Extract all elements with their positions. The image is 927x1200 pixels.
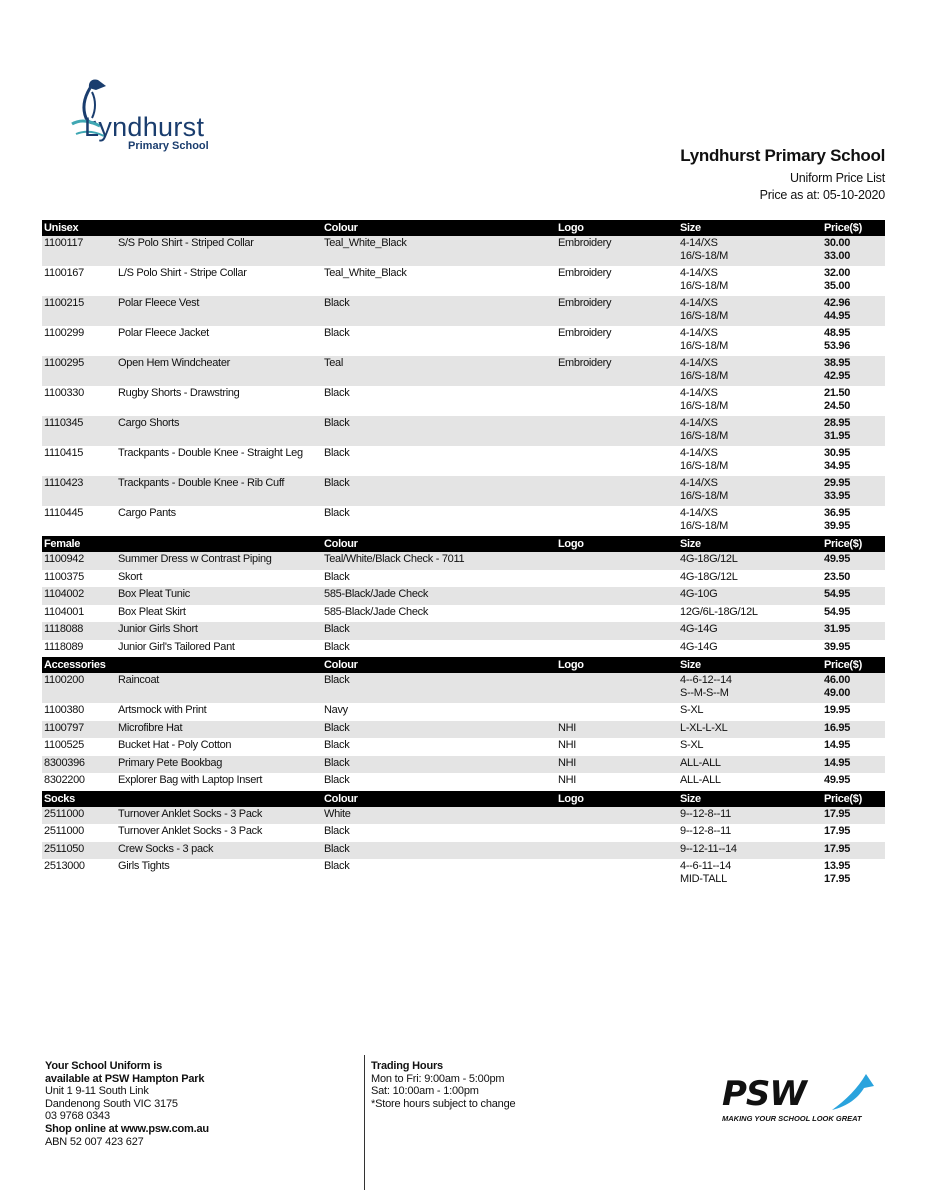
item-price-line: 42.95 <box>824 369 851 382</box>
item-size <box>680 327 728 352</box>
item-size <box>680 674 732 699</box>
column-header-colour: Colour <box>324 222 358 234</box>
item-description: Bucket Hat - Poly Cotton <box>118 739 232 751</box>
item-size <box>680 641 717 654</box>
item-size <box>680 704 703 717</box>
column-header-logo: Logo <box>558 792 584 805</box>
item-colour: Black <box>324 825 350 837</box>
item-price <box>824 757 850 770</box>
item-price-line: 19.95 <box>824 704 851 716</box>
item-size-line: 4-14/XS <box>680 267 718 279</box>
item-code: 2511000 <box>44 825 84 837</box>
column-header-colour: Colour <box>324 538 358 550</box>
item-colour: Black <box>324 387 350 399</box>
item-code: 1110445 <box>44 507 84 519</box>
table-row <box>42 476 885 506</box>
logo-name: Lyndhurst <box>84 112 205 142</box>
item-size-line: 16/S-18/M <box>680 369 729 382</box>
column-header-size: Size <box>680 222 701 234</box>
item-description: Microfibre Hat <box>118 721 183 734</box>
item-price-line: 14.95 <box>824 739 851 751</box>
table-row <box>42 266 885 296</box>
item-price <box>824 477 850 502</box>
column-header-section: Socks <box>44 792 75 805</box>
store-address: Dandenong South VIC 3175 <box>45 1097 178 1110</box>
item-size-line: 4--6-12--14 <box>680 674 732 686</box>
item-size <box>680 267 728 292</box>
item-price-line: 24.50 <box>824 399 851 412</box>
item-price-line: 17.95 <box>824 825 851 837</box>
item-size <box>680 843 737 856</box>
item-description: Open Hem Windcheater <box>118 357 230 369</box>
item-code: 1100380 <box>44 704 84 716</box>
item-price-line: 31.95 <box>824 623 851 635</box>
store-info <box>45 1060 209 1148</box>
item-code: 2513000 <box>44 860 85 872</box>
item-price <box>824 623 850 636</box>
trading-hours-line: Mon to Fri: 9:00am - 5:00pm <box>371 1072 505 1085</box>
item-price <box>824 447 850 472</box>
table-row <box>42 446 885 476</box>
item-description: Cargo Pants <box>118 507 176 519</box>
table-row <box>42 605 885 623</box>
item-price <box>824 606 850 619</box>
column-header-section: Female <box>44 538 81 550</box>
column-header-size: Size <box>680 659 701 671</box>
item-size-line: 4-14/XS <box>680 387 718 399</box>
item-code: 2511000 <box>44 807 84 820</box>
item-size <box>680 357 728 382</box>
table-row <box>42 386 885 416</box>
table-row <box>42 773 885 791</box>
item-code: 1118089 <box>44 640 84 653</box>
item-price <box>824 641 850 654</box>
item-size-line: 4-14/XS <box>680 297 718 309</box>
item-size <box>680 553 738 566</box>
table-row <box>42 356 885 386</box>
item-size-line: 16/S-18/M <box>680 459 729 472</box>
item-price <box>824 357 850 382</box>
item-colour: Teal/White/Black Check - 7011 <box>324 553 465 565</box>
column-header-price: Price($) <box>824 792 862 805</box>
item-colour: Black <box>324 417 350 429</box>
item-price-line: 23.50 <box>824 570 851 583</box>
item-price <box>824 297 850 322</box>
item-description: Polar Fleece Jacket <box>118 327 209 339</box>
item-description: Turnover Anklet Socks - 3 Pack <box>118 807 263 820</box>
column-header-colour: Colour <box>324 792 358 805</box>
table-row <box>42 756 885 774</box>
item-price-line: 44.95 <box>824 309 851 322</box>
item-price <box>824 704 850 717</box>
item-price <box>824 387 850 412</box>
item-code: 1100167 <box>44 267 84 279</box>
item-size-line: 16/S-18/M <box>680 339 729 352</box>
item-size-line: 4--6-11--14 <box>680 860 731 872</box>
item-description: Skort <box>118 570 143 583</box>
item-price <box>824 327 850 352</box>
item-price-line: 49.95 <box>824 553 851 565</box>
item-price-line: 49.95 <box>824 774 851 786</box>
item-size <box>680 860 731 885</box>
item-size-line: MID-TALL <box>680 872 727 885</box>
table-row <box>42 587 885 605</box>
item-price-line: 21.50 <box>824 387 851 399</box>
item-size-line: 4G-10G <box>680 588 718 600</box>
item-size <box>680 237 728 262</box>
column-header-price: Price($) <box>824 538 862 550</box>
swoosh-icon <box>828 1066 878 1116</box>
item-price-line: 17.95 <box>824 872 851 885</box>
item-size-line: 4G-14G <box>680 623 718 635</box>
item-colour: Black <box>324 297 350 309</box>
item-size-line: 16/S-18/M <box>680 489 729 502</box>
item-description: Summer Dress w Contrast Piping <box>118 553 272 565</box>
item-logo: NHI <box>558 774 577 786</box>
item-size-line: 9--12-8--11 <box>680 825 731 837</box>
school-title: Lyndhurst Primary School <box>680 146 885 165</box>
item-code: 8302200 <box>44 774 85 786</box>
item-code: 1110415 <box>44 447 84 459</box>
item-size <box>680 757 721 770</box>
item-description: Box Pleat Skirt <box>118 605 186 618</box>
item-size <box>680 588 717 601</box>
item-colour: Black <box>324 477 350 489</box>
table-row <box>42 416 885 446</box>
item-logo: NHI <box>558 739 577 751</box>
column-header-section: Accessories <box>44 659 106 671</box>
item-description: Raincoat <box>118 674 160 686</box>
item-price-line: 54.95 <box>824 588 851 600</box>
item-price <box>824 588 850 601</box>
item-size <box>680 417 728 442</box>
item-colour: Black <box>324 623 350 635</box>
psw-tagline: MAKING YOUR SCHOOL LOOK GREAT <box>722 1114 862 1123</box>
item-colour: Black <box>324 842 350 855</box>
item-size <box>680 447 728 472</box>
item-size-line: S--M-S--M <box>680 686 729 699</box>
item-size-line: S-XL <box>680 739 704 751</box>
item-description: Crew Socks - 3 pack <box>118 842 214 855</box>
table-row <box>42 703 885 721</box>
item-size-line: S-XL <box>680 704 704 716</box>
item-size-line: 16/S-18/M <box>680 519 729 532</box>
item-description: L/S Polo Shirt - Stripe Collar <box>118 267 247 279</box>
table-row <box>42 296 885 326</box>
item-code: 1104002 <box>44 588 84 600</box>
item-price <box>824 237 850 262</box>
item-code: 1100299 <box>44 327 84 339</box>
table-row <box>42 326 885 356</box>
item-code: 1100797 <box>44 721 84 734</box>
column-header-price: Price($) <box>824 222 862 234</box>
item-description: Junior Girls Short <box>118 623 198 635</box>
item-size-line: L-XL-L-XL <box>680 721 728 734</box>
item-code: 1100942 <box>44 553 84 565</box>
item-code: 8300396 <box>44 756 85 769</box>
item-size-line: 4G-18G/12L <box>680 570 738 583</box>
item-colour: Black <box>324 327 350 339</box>
item-size <box>680 808 731 821</box>
item-size-line: 16/S-18/M <box>680 279 729 292</box>
item-logo: NHI <box>558 756 577 769</box>
item-description: Box Pleat Tunic <box>118 588 190 600</box>
item-price <box>824 843 850 856</box>
document-header <box>680 146 885 202</box>
item-price-line: 38.95 <box>824 357 851 369</box>
item-colour: Black <box>324 640 350 653</box>
item-description: Rugby Shorts - Drawstring <box>118 387 240 399</box>
column-header-section: Unisex <box>44 222 79 234</box>
item-size-line: 4G-18G/12L <box>680 553 738 565</box>
item-price-line: 17.95 <box>824 842 851 855</box>
item-size-line: 4-14/XS <box>680 237 718 249</box>
table-row <box>42 807 885 825</box>
column-header-logo: Logo <box>558 659 584 671</box>
item-description: Cargo Shorts <box>118 417 180 429</box>
item-price-line: 54.95 <box>824 605 851 618</box>
item-price-line: 35.00 <box>824 279 851 292</box>
item-description: Explorer Bag with Laptop Insert <box>118 774 263 786</box>
footer-divider <box>364 1055 365 1190</box>
item-colour: 585-Black/Jade Check <box>324 588 429 600</box>
item-price-line: 13.95 <box>824 860 851 872</box>
item-code: 2511050 <box>44 842 84 855</box>
item-price-line: 42.96 <box>824 297 851 309</box>
item-price <box>824 674 850 699</box>
section-header <box>42 536 885 552</box>
item-size-line: 4-14/XS <box>680 447 718 459</box>
item-colour: Black <box>324 756 350 769</box>
item-price <box>824 722 850 735</box>
item-code: 1100215 <box>44 297 84 309</box>
item-price <box>824 774 850 787</box>
store-info-line: available at PSW Hampton Park <box>45 1072 205 1085</box>
column-header-colour: Colour <box>324 659 358 671</box>
item-colour: Teal_White_Black <box>324 267 407 279</box>
item-price-line: 33.95 <box>824 489 851 502</box>
item-colour: Teal_White_Black <box>324 237 407 249</box>
item-code: 1110345 <box>44 417 84 429</box>
item-logo: Embroidery <box>558 267 612 279</box>
item-price <box>824 417 850 442</box>
item-code: 1110423 <box>44 477 84 489</box>
table-row <box>42 622 885 640</box>
store-info-line: Your School Uniform is <box>45 1060 163 1072</box>
item-size-line: 9--12-8--11 <box>680 807 731 820</box>
column-header-size: Size <box>680 792 701 805</box>
item-price-line: 17.95 <box>824 807 851 820</box>
section-header <box>42 791 885 807</box>
table-row <box>42 673 885 703</box>
column-header-size: Size <box>680 538 701 550</box>
item-price <box>824 267 850 292</box>
item-logo: Embroidery <box>558 297 612 309</box>
document-subtitle: Uniform Price List <box>789 171 885 185</box>
item-colour: Black <box>324 447 350 459</box>
item-description: Primary Pete Bookbag <box>118 756 223 769</box>
item-size <box>680 507 728 532</box>
item-size <box>680 477 728 502</box>
item-colour: 585-Black/Jade Check <box>324 605 429 618</box>
psw-logo <box>718 1066 878 1126</box>
item-price-line: 34.95 <box>824 459 851 472</box>
table-row <box>42 842 885 860</box>
table-row <box>42 506 885 536</box>
item-price-line: 36.95 <box>824 507 851 519</box>
item-description: Artsmock with Print <box>118 704 207 716</box>
table-row <box>42 721 885 739</box>
item-price-line: 31.95 <box>824 429 851 442</box>
item-size-line: 4-14/XS <box>680 327 718 339</box>
column-header-logo: Logo <box>558 222 584 234</box>
table-row <box>42 570 885 588</box>
item-price-line: 16.95 <box>824 721 851 734</box>
item-code: 1100375 <box>44 570 84 583</box>
column-header-price: Price($) <box>824 659 862 671</box>
item-price-line: 39.95 <box>824 640 851 653</box>
item-size-line: 16/S-18/M <box>680 429 729 442</box>
table-row <box>42 552 885 570</box>
table-row <box>42 824 885 842</box>
item-colour: Black <box>324 774 350 786</box>
item-size-line: 4-14/XS <box>680 357 718 369</box>
item-code: 1104001 <box>44 605 84 618</box>
item-description: Junior Girl's Tailored Pant <box>118 640 235 653</box>
item-logo: Embroidery <box>558 327 612 339</box>
item-description: Trackpants - Double Knee - Rib Cuff <box>118 477 285 489</box>
price-date: Price as at: 05-10-2020 <box>759 188 885 202</box>
table-row <box>42 859 885 889</box>
table-row <box>42 640 885 658</box>
item-price-line: 53.96 <box>824 339 851 352</box>
item-description: Turnover Anklet Socks - 3 Pack <box>118 825 263 837</box>
item-price <box>824 571 850 584</box>
table-row <box>42 738 885 756</box>
item-logo: Embroidery <box>558 357 612 369</box>
item-description: S/S Polo Shirt - Striped Collar <box>118 237 254 249</box>
item-size <box>680 387 728 412</box>
item-code: 1100200 <box>44 674 84 686</box>
trading-hours-note: *Store hours subject to change <box>371 1097 516 1110</box>
item-price <box>824 507 850 532</box>
item-size-line: 4-14/XS <box>680 477 718 489</box>
item-code: 1100295 <box>44 357 84 369</box>
item-size-line: 4-14/XS <box>680 507 718 519</box>
item-size <box>680 722 727 735</box>
section-header <box>42 220 885 236</box>
item-price-line: 33.00 <box>824 249 851 262</box>
store-phone: 03 9768 0343 <box>45 1110 110 1123</box>
item-colour: Black <box>324 739 350 751</box>
item-size-line: ALL-ALL <box>680 774 721 786</box>
item-size <box>680 606 758 619</box>
item-price-line: 29.95 <box>824 477 851 489</box>
store-address: Unit 1 9-11 South Link <box>45 1085 149 1098</box>
item-size <box>680 825 731 838</box>
item-size <box>680 774 721 787</box>
item-price <box>824 739 850 752</box>
item-code: 1100525 <box>44 739 84 751</box>
item-colour: Black <box>324 674 350 686</box>
item-size-line: 4G-14G <box>680 640 718 653</box>
item-size <box>680 297 728 322</box>
item-code: 1100117 <box>44 237 84 249</box>
item-description: Polar Fleece Vest <box>118 297 200 309</box>
store-website: Shop online at www.psw.com.au <box>45 1122 209 1135</box>
item-size-line: 12G/6L-18G/12L <box>680 605 758 618</box>
item-price-line: 30.00 <box>824 237 851 249</box>
item-price-line: 46.00 <box>824 674 851 686</box>
item-logo: Embroidery <box>558 237 612 249</box>
item-size <box>680 739 703 752</box>
trading-hours-line: Sat: 10:00am - 1:00pm <box>371 1085 479 1098</box>
item-colour: Black <box>324 860 350 872</box>
item-price <box>824 553 850 566</box>
item-size-line: 16/S-18/M <box>680 249 729 262</box>
section-header <box>42 657 885 673</box>
item-colour: Black <box>324 507 350 519</box>
item-code: 1118088 <box>44 623 84 635</box>
item-size-line: 16/S-18/M <box>680 309 729 322</box>
table-row <box>42 236 885 266</box>
price-table <box>42 220 885 889</box>
item-colour: Black <box>324 570 350 583</box>
item-price-line: 32.00 <box>824 267 851 279</box>
item-size <box>680 623 717 636</box>
psw-wordmark: PSW <box>722 1074 806 1114</box>
item-colour: White <box>324 807 351 820</box>
item-price <box>824 825 850 838</box>
item-description: Trackpants - Double Knee - Straight Leg <box>118 447 303 459</box>
item-size-line: 4-14/XS <box>680 417 718 429</box>
item-size-line: 16/S-18/M <box>680 399 729 412</box>
item-price-line: 28.95 <box>824 417 851 429</box>
item-price-line: 39.95 <box>824 519 851 532</box>
logo-subtitle: Primary School <box>128 140 209 152</box>
item-colour: Teal <box>324 357 343 369</box>
item-price-line: 49.00 <box>824 686 851 699</box>
item-logo: NHI <box>558 721 577 734</box>
trading-hours-title: Trading Hours <box>371 1060 443 1072</box>
item-price <box>824 860 850 885</box>
item-colour: Navy <box>324 704 348 716</box>
item-size <box>680 571 738 584</box>
trading-hours <box>371 1060 515 1110</box>
item-size-line: 9--12-11--14 <box>680 842 737 855</box>
item-colour: Black <box>324 721 350 734</box>
item-size-line: ALL-ALL <box>680 756 721 769</box>
item-price <box>824 808 850 821</box>
item-code: 1100330 <box>44 387 84 399</box>
school-logo <box>62 74 222 164</box>
column-header-logo: Logo <box>558 538 584 550</box>
store-abn: ABN 52 007 423 627 <box>45 1135 144 1148</box>
item-description: Girls Tights <box>118 860 170 872</box>
item-price-line: 48.95 <box>824 327 851 339</box>
item-price-line: 30.95 <box>824 447 851 459</box>
item-price-line: 14.95 <box>824 756 851 769</box>
